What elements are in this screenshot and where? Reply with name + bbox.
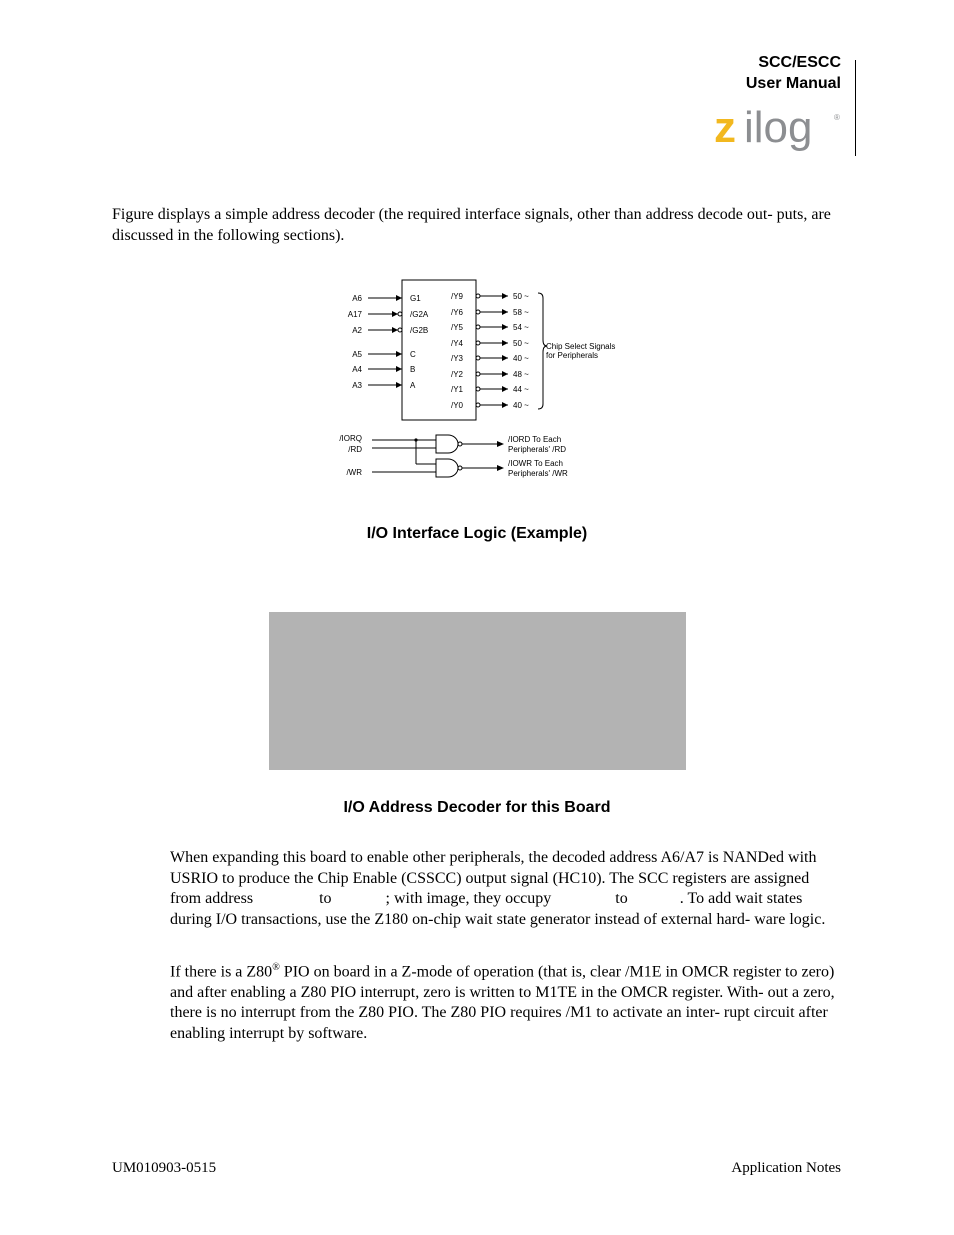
- output-y0: 40 ~: [513, 401, 529, 410]
- output-y3: 40 ~: [513, 354, 529, 363]
- and-gate-write: [436, 459, 458, 477]
- svg-text:z: z: [714, 106, 736, 152]
- pin-c: C: [410, 350, 416, 359]
- pin-y0: /Y0: [451, 401, 464, 410]
- input-a17: A17: [347, 310, 362, 319]
- output-y4: 50 ~: [513, 339, 529, 348]
- input-a6: A6: [352, 294, 362, 303]
- pin-y2: /Y2: [451, 370, 464, 379]
- header-divider: [855, 60, 856, 156]
- para2-part3: . To add wait states during I/O transactions, use the Z180 on-chip wait state generator instead of external hard- ware logic.: [170, 890, 826, 928]
- pin-y5: /Y5: [451, 323, 464, 332]
- svg-text:®: ®: [834, 113, 840, 122]
- pin-y1: /Y1: [451, 385, 464, 394]
- figure2-caption: I/O Address Decoder for this Board: [343, 799, 611, 816]
- pin-y6: /Y6: [451, 308, 464, 317]
- footer-section: Application Notes: [731, 1160, 841, 1176]
- pin-g2b: /G2B: [410, 326, 429, 335]
- brace-label-2: for Peripherals: [546, 351, 599, 360]
- input-a2: A2: [352, 326, 362, 335]
- gate-input-wr: /WR: [346, 468, 362, 477]
- gate-output-iowr-1: /IOWR To Each: [508, 459, 563, 468]
- gate-output-iord-1: /IORD To Each: [508, 435, 562, 444]
- output-y2: 48 ~: [513, 370, 529, 379]
- address-decoder-table-placeholder: [269, 612, 686, 770]
- zilog-logo: [712, 106, 847, 158]
- pin-g1: G1: [410, 294, 421, 303]
- input-a5: A5: [352, 350, 362, 359]
- manual-title: [746, 52, 841, 94]
- output-y5: 54 ~: [513, 323, 529, 332]
- brace-label-1: Chip Select Signals: [546, 342, 616, 351]
- and-gate-read: [436, 435, 458, 453]
- para3-part1: If there is a Z80: [170, 963, 273, 981]
- gate-output-iowr-2: Peripherals' /WR: [508, 469, 568, 478]
- io-interface-logic-diagram: [330, 278, 630, 488]
- z80-pio-paragraph: [170, 958, 842, 1044]
- manual-title-line2: User Manual: [745, 75, 841, 92]
- figure1-caption: I/O Interface Logic (Example): [366, 525, 588, 542]
- pin-a: A: [410, 381, 416, 390]
- pin-y4: /Y4: [451, 339, 464, 348]
- gate-input-rd: /RD: [348, 445, 362, 454]
- para2-part2: ; with image, they occupy: [385, 890, 552, 907]
- para2-part1: When expanding this board to enable other peripherals, the decoded address A6/A7 is NANDed with USRIO to produce the Chip Enable (CSSCC) output signal (HC10). The SCC registers are assigned from address: [170, 849, 817, 907]
- pin-b: B: [410, 365, 416, 374]
- expansion-paragraph: [170, 848, 842, 930]
- para2-to2: to: [615, 890, 628, 907]
- registered-mark: ®: [272, 962, 280, 973]
- para3-part2: PIO on board in a Z-mode of operation (that is, clear /M1E in OMCR register to zero) and after enabling a Z80 PIO interrupt, zero is written to M1TE in the OMCR register. With- out a zero, there is no interrupt from the Z80 PIO. The Z80 PIO requires /M1 to activate an inter- rupt circuit after enabling interrupt by software.: [170, 963, 835, 1042]
- output-y6: 58 ~: [513, 308, 529, 317]
- output-y9: 50 ~: [513, 292, 529, 301]
- para2-to1: to: [319, 890, 332, 907]
- gate-output-iord-2: Peripherals' /RD: [508, 445, 566, 454]
- svg-text:ilog: ilog: [744, 106, 813, 152]
- intro-paragraph: Figure displays a simple address decoder (the required interface signals, other than address decode out- puts, are discussed in the following sections).: [112, 206, 831, 244]
- manual-title-line1: SCC/ESCC: [758, 54, 841, 71]
- input-a4: A4: [352, 365, 362, 374]
- pin-g2a: /G2A: [410, 310, 429, 319]
- footer-doc-id: UM010903-0515: [112, 1160, 217, 1176]
- input-a3: A3: [352, 381, 362, 390]
- pin-y9: /Y9: [451, 292, 464, 301]
- output-y1: 44 ~: [513, 385, 529, 394]
- gate-input-iorq: /IORQ: [339, 434, 362, 443]
- pin-y3: /Y3: [451, 354, 464, 363]
